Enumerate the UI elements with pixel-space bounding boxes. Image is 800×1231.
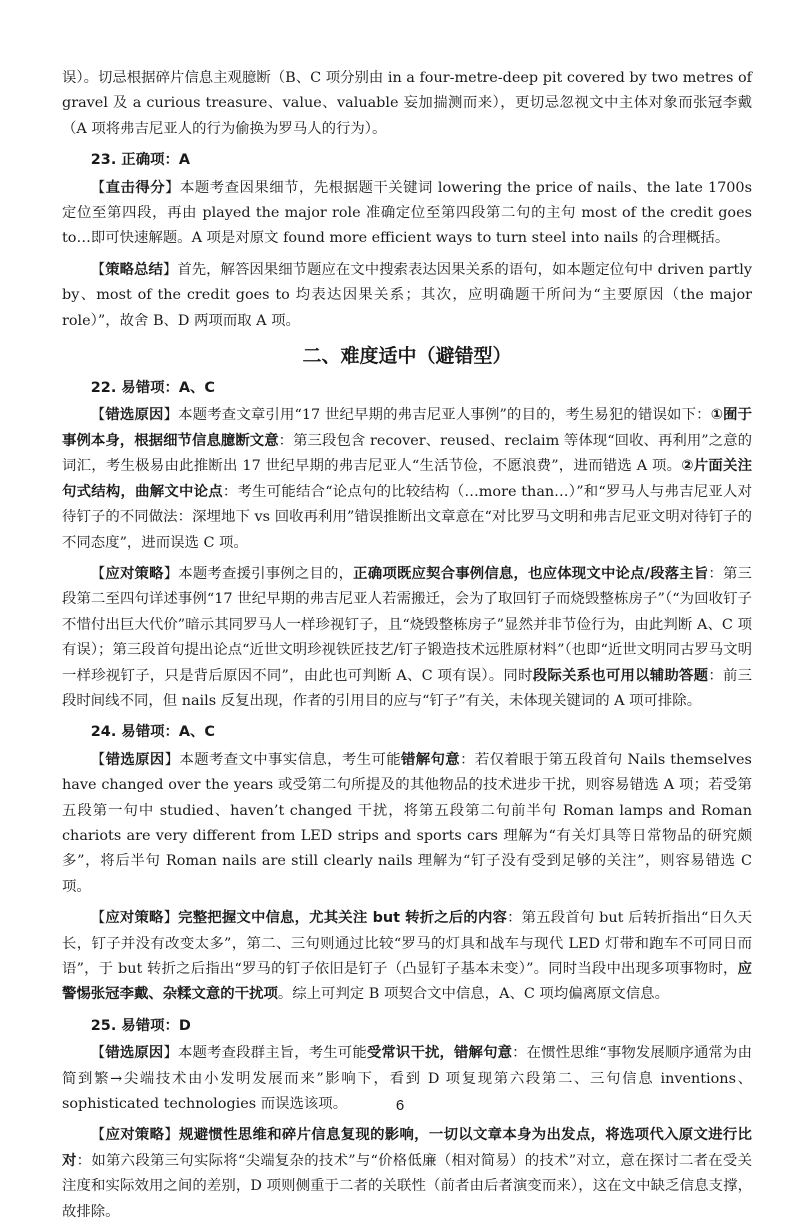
q24-strategy-paragraph: 【应对策略】完整把握文中信息，尤其关注 but 转折之后的内容：第五段首句 but 后转折指出“日久天长，钉子并没有改变太多”，第二、三句则通过比较“罗马的灯具和战车与现代 LED 灯带和跑车不可同日而语”，于 but 转折之后指出“罗马的钉子依旧是钉子（凸显钉子基本未变）”。同时当段中出现多项事物时，应警惕张冠李戴、杂糅文意的干扰项。综上可判定 B 项契合文中信息，A、C 项均偏离原文信息。 [62, 910, 752, 1003]
section-title: 二、难度适中（避错型） [302, 345, 512, 368]
q22-heading: 22. 易错项：A、C [90, 380, 215, 397]
q23-tag-strategy-summary: 【策略总结】 [90, 261, 178, 278]
q23-heading: 23. 正确项：A [90, 152, 190, 169]
q24-heading: 24. 易错项：A、C [90, 724, 215, 741]
q24-tag-strategy: 【应对策略】 [90, 910, 179, 927]
q25-strategy-paragraph: 【应对策略】规避惯性思维和碎片信息复现的影响，一切以文章本身为出发点，将选项代入原文进行比对：如第六段第三句实际将“尖端复杂的技术”与“价格低廉（相对简易）的技术”对立，意在探讨二者在受关注度和实际效用之间的差别，D 项则侧重于二者的关联性（前者由后者演变而来），这在文中缺乏信息支撑，故排除。 [62, 1127, 752, 1220]
q22-wrong-reason-paragraph: 【错选原因】本题考查文章引用“17 世纪早期的弗吉尼亚人事例”的目的，考生易犯的错误如下：①囿于事例本身，根据细节信息臆断文意：第三段包含 recover、reused、reclaim 等体现“回收、再利用”之意的词汇，考生极易由此推断出 17 世纪早期的弗吉尼亚人“生活节俭，不愿浪费”，进而错选 A 项。②片面关注句式结构，曲解文中论点：考生可能结合“论点句的比较结构（…more than…）”和“罗马人与弗吉尼亚人对待钉子的不同做法：深埋地下 vs 回收再利用”错误推断出文章意在“对比罗马文明和弗吉尼亚文明对待钉子的不同态度”，进而误选 C 项。 [62, 407, 753, 551]
intro-paragraph: 误）。切忌根据碎片信息主观臆断（B、C 项分别由 in a four-metre-deep pit covered by two metres of gravel 及 a curious treasure、value、valuable 妄加揣测而来），更切忌忽视文中主体对象而张冠李戴（A 项将弗吉尼亚人的行为偷换为罗马人的行为）。 [62, 70, 752, 137]
q22-tag-strategy: 【应对策略】 [90, 565, 179, 582]
q25-tag-wrong-reason: 【错选原因】 [90, 1045, 178, 1062]
q24-wrong-reason-paragraph: 【错选原因】本题考查文中事实信息，考生可能错解句意：若仅着眼于第五段首句 Nails themselves have changed over the years 或受第二句所提及的其他物品的技术进步干扰，则容易错选 A 项；若受第五段第一句中 studied、haven’t changed 干扰，将第五段第二句前半句 Roman lamps and Roman chariots are very different from LED strips and sports cars 理解为“有关灯具等日常物品的研究颇多”，将后半句 Roman nails are still clearly nails 理解为“钉子没有受到足够的关注”，则容易错选 C 项。 [62, 751, 752, 895]
q23-tag-direct-score: 【直击得分】 [90, 179, 181, 196]
q22-tag-wrong-reason: 【错选原因】 [90, 407, 179, 424]
q24-tag-wrong-reason: 【错选原因】 [90, 751, 180, 768]
page-content [62, 66, 752, 1231]
q25-heading: 25. 易错项：D [90, 1017, 191, 1034]
q22-strategy-paragraph: 【应对策略】本题考查援引事例之目的，正确项既应契合事例信息，也应体现文中论点/段落主旨：第三段第二至四句详述事例“17 世纪早期的弗吉尼亚人若需搬迁，会为了取回钉子而烧毁整栋房子”（“为回收钉子不惜付出巨大代价”暗示其同罗马人一样珍视钉子，且“烧毁整栋房子”显然并非节俭行为，由此判断 A、C 项有误）；第三段首句提出论点“近世文明珍视铁匠技艺/钉子锻造技术远胜原材料”（也即“近世文明同古罗马文明一样珍视钉子，只是背后原因不同”，由此也可判断 A、C 项有误）。同时段际关系也可用以辅助答题：前三段时间线不同，但 nails 反复出现，作者的引用目的应与“钉子”有关，未体现关键词的 A 项可排除。 [62, 565, 752, 709]
q23-strategy-summary-paragraph: 【策略总结】首先，解答因果细节题应在文中搜索表达因果关系的语句，如本题定位句中 driven partly by、most of the credit goes to 均表达因果关系；其次，应明确题干所问为“主要原因（the major role）”，故舍 B、D 两项而取 A 项。 [62, 261, 752, 329]
q23-direct-score-paragraph: 【直击得分】本题考查因果细节，先根据题干关键词 lowering the price of nails、the late 1700s 定位至第四段，再由 played the major role 准确定位至第四段第二句的主句 most of the credit goes to…即可快速解题。A 项是对原文 found more efficient ways to turn steel into nails 的合理概括。 [62, 179, 752, 247]
q25-tag-strategy: 【应对策略】 [90, 1127, 179, 1144]
q25-wrong-reason-paragraph: 【错选原因】本题考查段群主旨，考生可能受常识干扰，错解句意：在惯性思维“事物发展顺序通常为由简到繁→尖端技术由小发明发展而来”影响下，看到 D 项复现第六段第二、三句信息 inventions、sophisticated technologies 而误选该项。 [62, 1045, 752, 1113]
page-number: 6 [395, 1097, 405, 1114]
